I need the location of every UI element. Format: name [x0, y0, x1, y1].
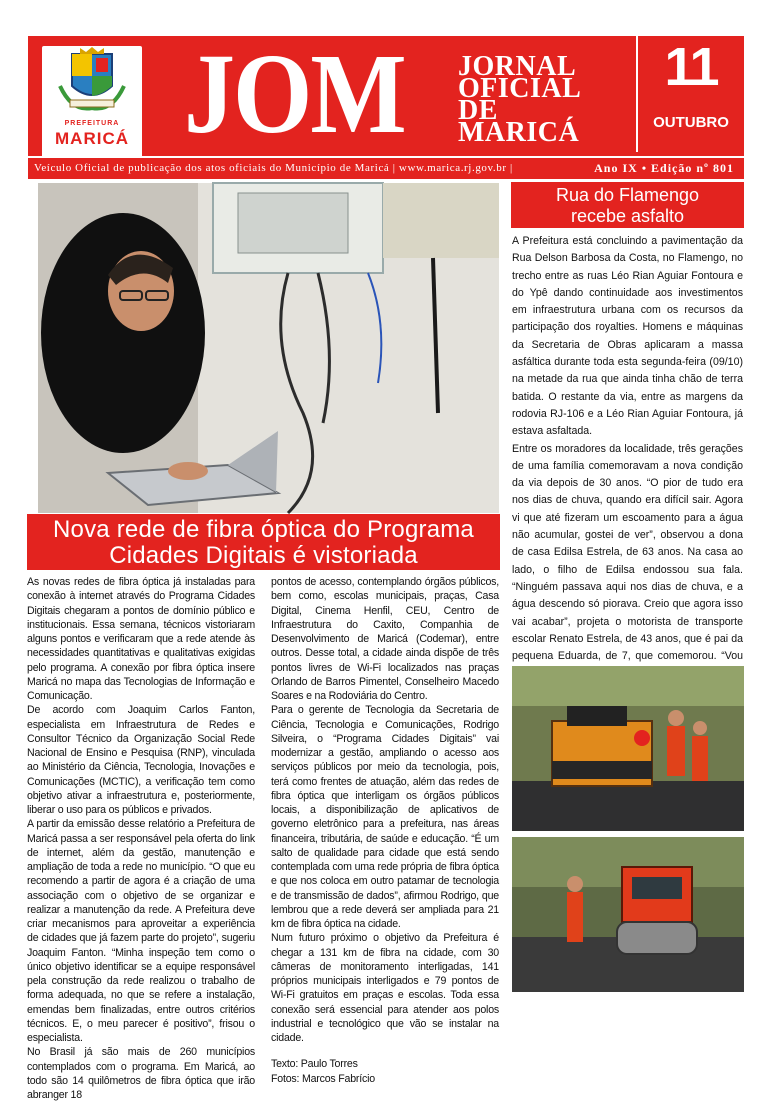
journal-name-line-2: OFICIAL DE: [458, 73, 580, 126]
main-headline-line-1: Nova rede de fibra óptica do Programa: [53, 516, 474, 543]
main-article-column-2: [271, 575, 499, 1086]
main-headline-line-2: Cidades Digitais é vistoriada: [109, 542, 418, 569]
coat-of-arms-icon: [42, 46, 142, 120]
side-headline-line-1: Rua do Flamengo: [555, 185, 700, 205]
masthead-info-band: [28, 156, 744, 179]
photo-road-roller: [512, 837, 744, 992]
masthead: [28, 31, 744, 179]
main-col1-paragraph-1: As novas redes de fibra óptica já instaladas para conexão à internet através do Programa Cidades Digitais chegaram a pontos de domínio público e institucionais. Essa semana, técnicos vistoriaram alguns pontos e verificaram que a rede atende às necessidades quantitativas e qualitativas exigidas pelo programa. A conexão por fibra óptica insere Maricá no mapa das Tecnologias de Informação e Comunicação.: [27, 576, 255, 702]
issue-day: 11: [664, 37, 718, 97]
main-col2-paragraph-2: Para o gerente de Tecnologia da Secretaria de Ciência, Tecnologia e Comunicações, Rodrigo Silveira, o “Programa Cidades Digitais” vai modernizar a gestão, ampliando o acesso aos serviços públicos por meio da tecnologia, pois, terá como frentes de atuação, além das redes de fibra óptica que interligam os órgãos públicos locais, a disponibilização de aplicativos de governo eletrônico para a prefeitura, nas áreas financeira, tributária, de saúde e educação. “É um salto de qualidade para cidade que está sendo contemplada com uma rede própria de fibra óptica e que nos coloca em outro patamar de tecnologia e de transmissão de dados”, afirmou Rodrigo, que lembrou que a rede deverá ser ampliada para 21 km de fibra óptica na cidade.: [271, 704, 499, 930]
main-col1-paragraph-4: No Brasil já são mais de 260 municípios contemplados com o programa. Em Maricá, ao todo são 14 quilômetros de fibra óptica que irão abranger 18: [27, 1046, 255, 1101]
main-col1-paragraph-2: De acordo com Joaquim Carlos Fanton, especialista em Infraestrutura de Redes e Consultor Técnico da Organização Social Rede Nacional de Ensino e Pesquisa (RNP), vinculada ao Ministério da Ciência, Tecnologia, Inovações e Comunicações (MCTIC), a verificação tem como objetivo ativar a infraestrutura e, posteriormente, liberar o uso para os públicos e privados.: [27, 704, 255, 816]
logo-city-text: MARICÁ: [55, 129, 129, 148]
issue-month: OUTUBRO: [653, 114, 729, 131]
tagline: Veículo Oficial de publicação dos atos oficiais do Município de Maricá | www.marica.rj.gov.br |: [34, 162, 513, 174]
photo-paving-machine: [512, 666, 744, 831]
side-headline-line-2: recebe asfalto: [570, 206, 685, 226]
side-headline: [511, 182, 744, 228]
journal-name: [458, 51, 618, 148]
journal-name-line-3: MARICÁ: [458, 117, 580, 148]
side-paragraph-2: Entre os moradores da localidade, três gerações de uma família comemoravam a nova condição da via depois de 30 anos. “O pior de tudo era nos dias de chuva, quando era difícil sair. Agora vi que até fizeram um escoamento para a água não acumular, gostei de ver”, observou a dona de casa Edilsa Estrela, de 63 anos. Na casa ao lado, o filho de Edilsa endossou sua fala. “Ninguém passava aqui nos dias de chuva, e a água descendo só piorava. Creio que agora isso vai acabar”, projeta o motorista de transporte escolar Renato Estrela, de 43 anos, que é pai da pequena Eduarda, de 7, que comemorou. “Vou: [512, 442, 743, 663]
main-article-column-1: [27, 575, 255, 1102]
logo-prefeitura-text: PREFEITURA: [64, 120, 120, 127]
jom-title: JOM: [184, 31, 405, 158]
journal-name-line-1: JORNAL: [458, 51, 577, 82]
main-credit-text: Texto: Paulo Torres: [271, 1058, 358, 1071]
main-headline: [27, 514, 500, 570]
main-col2-paragraph-3: Num futuro próximo o objetivo da Prefeitura é chegar a 131 km de fibra na cidade, com 30 câmeras de monitoramento interligadas, 141 próprios municipais interligados e 79 pontos de Wi-Fi gratuitos em praças e escolas. Toda essa conexão será essencial para atender aos polos industrial e tecnológico que vão se instalar na cidade.: [271, 932, 499, 1044]
main-col1-paragraph-3: A partir da emissão desse relatório a Prefeitura de Maricá passa a ser responsável pela oferta do link de internet, além da gestão, manutenção e ampliação de toda a rede no município. “O que eu recomendo a partir de agora é a criação de uma associação com o objetivo de se organizar e realizar a manutenção da rede. A Prefeitura deve criar mecanismos para aproveitar a experiência de cidades que já fazem parte do projeto”, sugeriu Joaquim Fanton. “Minha inspeção tem como o único objetivo identificar se a equipe responsável pela construção da rede realizou o trabalho de forma adequada, no que se refere a instalação, emendas bem finalizadas, entre outros critérios técnicos. E, o meu parecer é positivo”, frisou o especialista.: [27, 818, 255, 1044]
prefeitura-logo: [42, 46, 142, 158]
side-paragraph-1: A Prefeitura está concluindo a pavimentação da Rua Delson Barbosa da Costa, no Flamengo, no trecho entre as ruas Léo Rian Aguiar Fontoura e do Ypê dando continuidade aos investimentos em infraestrutura urbana com os recursos da participação dos royalties. Homens e máquinas da Secretaria de Obras aplicaram a massa asfáltica durante toda esta segunda-feira (09/10) na metade da rua que ainda tinha chão de terra batida. O restante da via, entre as margens da rodovia RJ-106 e a Léo Rian Aguiar Fontoura, já estava asfaltada.: [512, 235, 743, 438]
side-article-body: [512, 233, 743, 735]
issue-date: [636, 36, 744, 152]
edition-info: Ano IX • Edição nº 801: [594, 161, 734, 175]
photo-technician-laptop: [38, 183, 499, 513]
main-col2-paragraph-1: pontos de acesso, contemplando órgãos públicos, bem como, escolas municipais, praças, Casa Digital, Cinema Henfil, CEU, Centro de Infraestrutura do Caxito, Companhia de Desenvolvimento de Maricá (Codemar), entre outros. Desse total, a cidade ainda dispõe de três pontos livres de Wi-Fi localizados nas praças Orlando de Barros Pimentel, Conselheiro Macedo Soares e na Rodoviária do Centro.: [271, 576, 499, 702]
main-credit-photo: Fotos: Marcos Fabrício: [271, 1072, 375, 1085]
